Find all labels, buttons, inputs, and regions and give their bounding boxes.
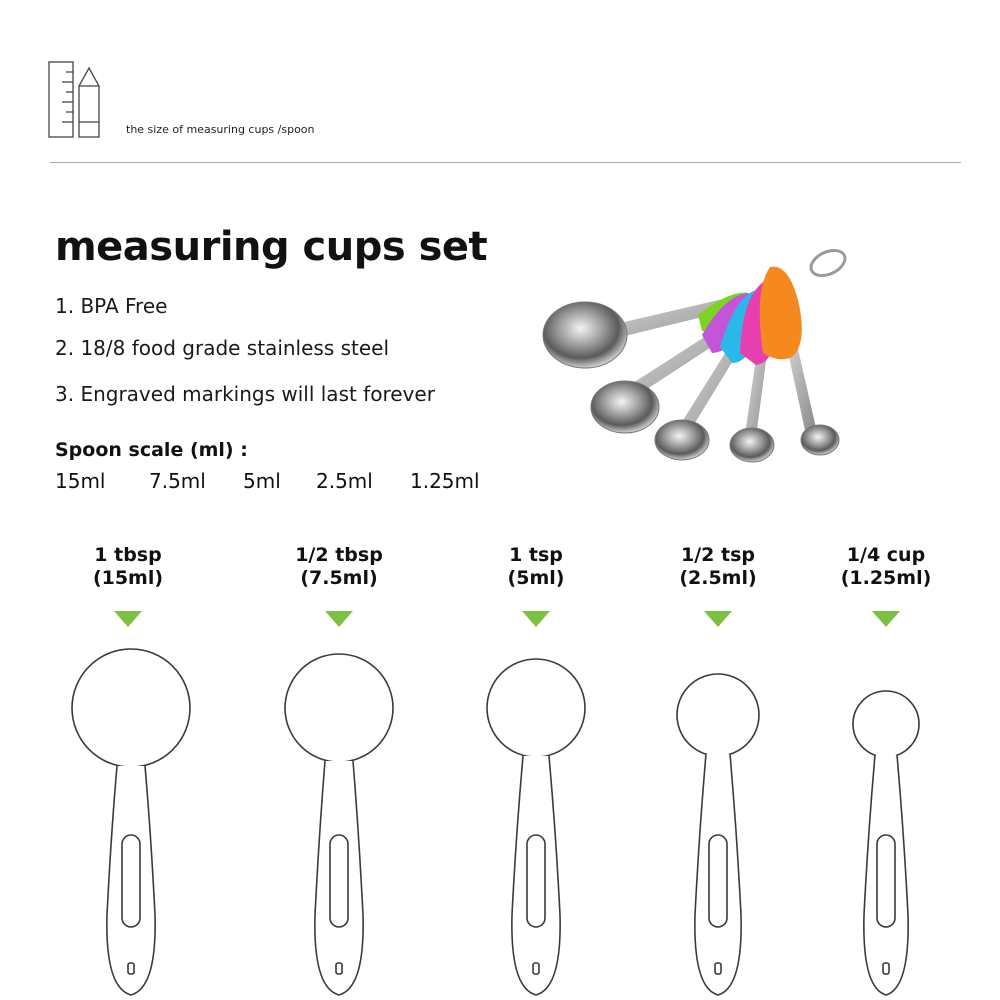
size-label	[456, 544, 616, 590]
size-ml: (5ml)	[507, 567, 565, 589]
size-measure: 1 tbsp	[94, 544, 162, 566]
spoon-scale-title: Spoon scale (ml) :	[55, 439, 248, 461]
feature-item: 2. 18/8 food grade stainless steel	[55, 336, 390, 360]
size-measure: 1/2 tsp	[681, 544, 755, 566]
arrow-down-icon	[872, 611, 900, 627]
feature-item: 3. Engraved markings will last forever	[55, 382, 435, 406]
size-measure: 1 tsp	[509, 544, 563, 566]
size-ml: (1.25ml)	[840, 567, 932, 589]
size-measure: 1/2 tbsp	[295, 544, 383, 566]
spoon-outline-quarter-cup	[786, 635, 986, 1000]
size-label	[48, 544, 208, 590]
size-ml: (7.5ml)	[300, 567, 378, 589]
arrow-down-icon	[522, 611, 550, 627]
size-label	[638, 544, 798, 590]
size-label	[259, 544, 419, 590]
header-divider	[50, 162, 961, 163]
size-measure: 1/4 cup	[846, 544, 926, 566]
arrow-down-icon	[325, 611, 353, 627]
spoon-scale-value: 1.25ml	[410, 469, 480, 493]
size-ml: (15ml)	[92, 567, 164, 589]
arrow-down-icon	[114, 611, 142, 627]
spoon-outline-half-tbsp	[239, 635, 439, 1000]
spoon-scale-value: 7.5ml	[149, 469, 206, 493]
feature-item: 1. BPA Free	[55, 294, 168, 318]
product-photo	[530, 235, 870, 500]
spoon-scale-value: 5ml	[243, 469, 281, 493]
size-ml: (2.5ml)	[679, 567, 757, 589]
size-label	[806, 544, 966, 590]
spoon-scale-value: 15ml	[55, 469, 106, 493]
spoon-outline-1-tsp	[436, 635, 636, 1000]
spoon-outline-1-tbsp	[31, 635, 231, 1000]
arrow-down-icon	[704, 611, 732, 627]
ruler-pencil-icon	[46, 60, 106, 140]
spoon-scale-value: 2.5ml	[316, 469, 373, 493]
header-caption: the size of measuring cups /spoon	[126, 123, 315, 136]
page-title: measuring cups set	[55, 224, 488, 270]
